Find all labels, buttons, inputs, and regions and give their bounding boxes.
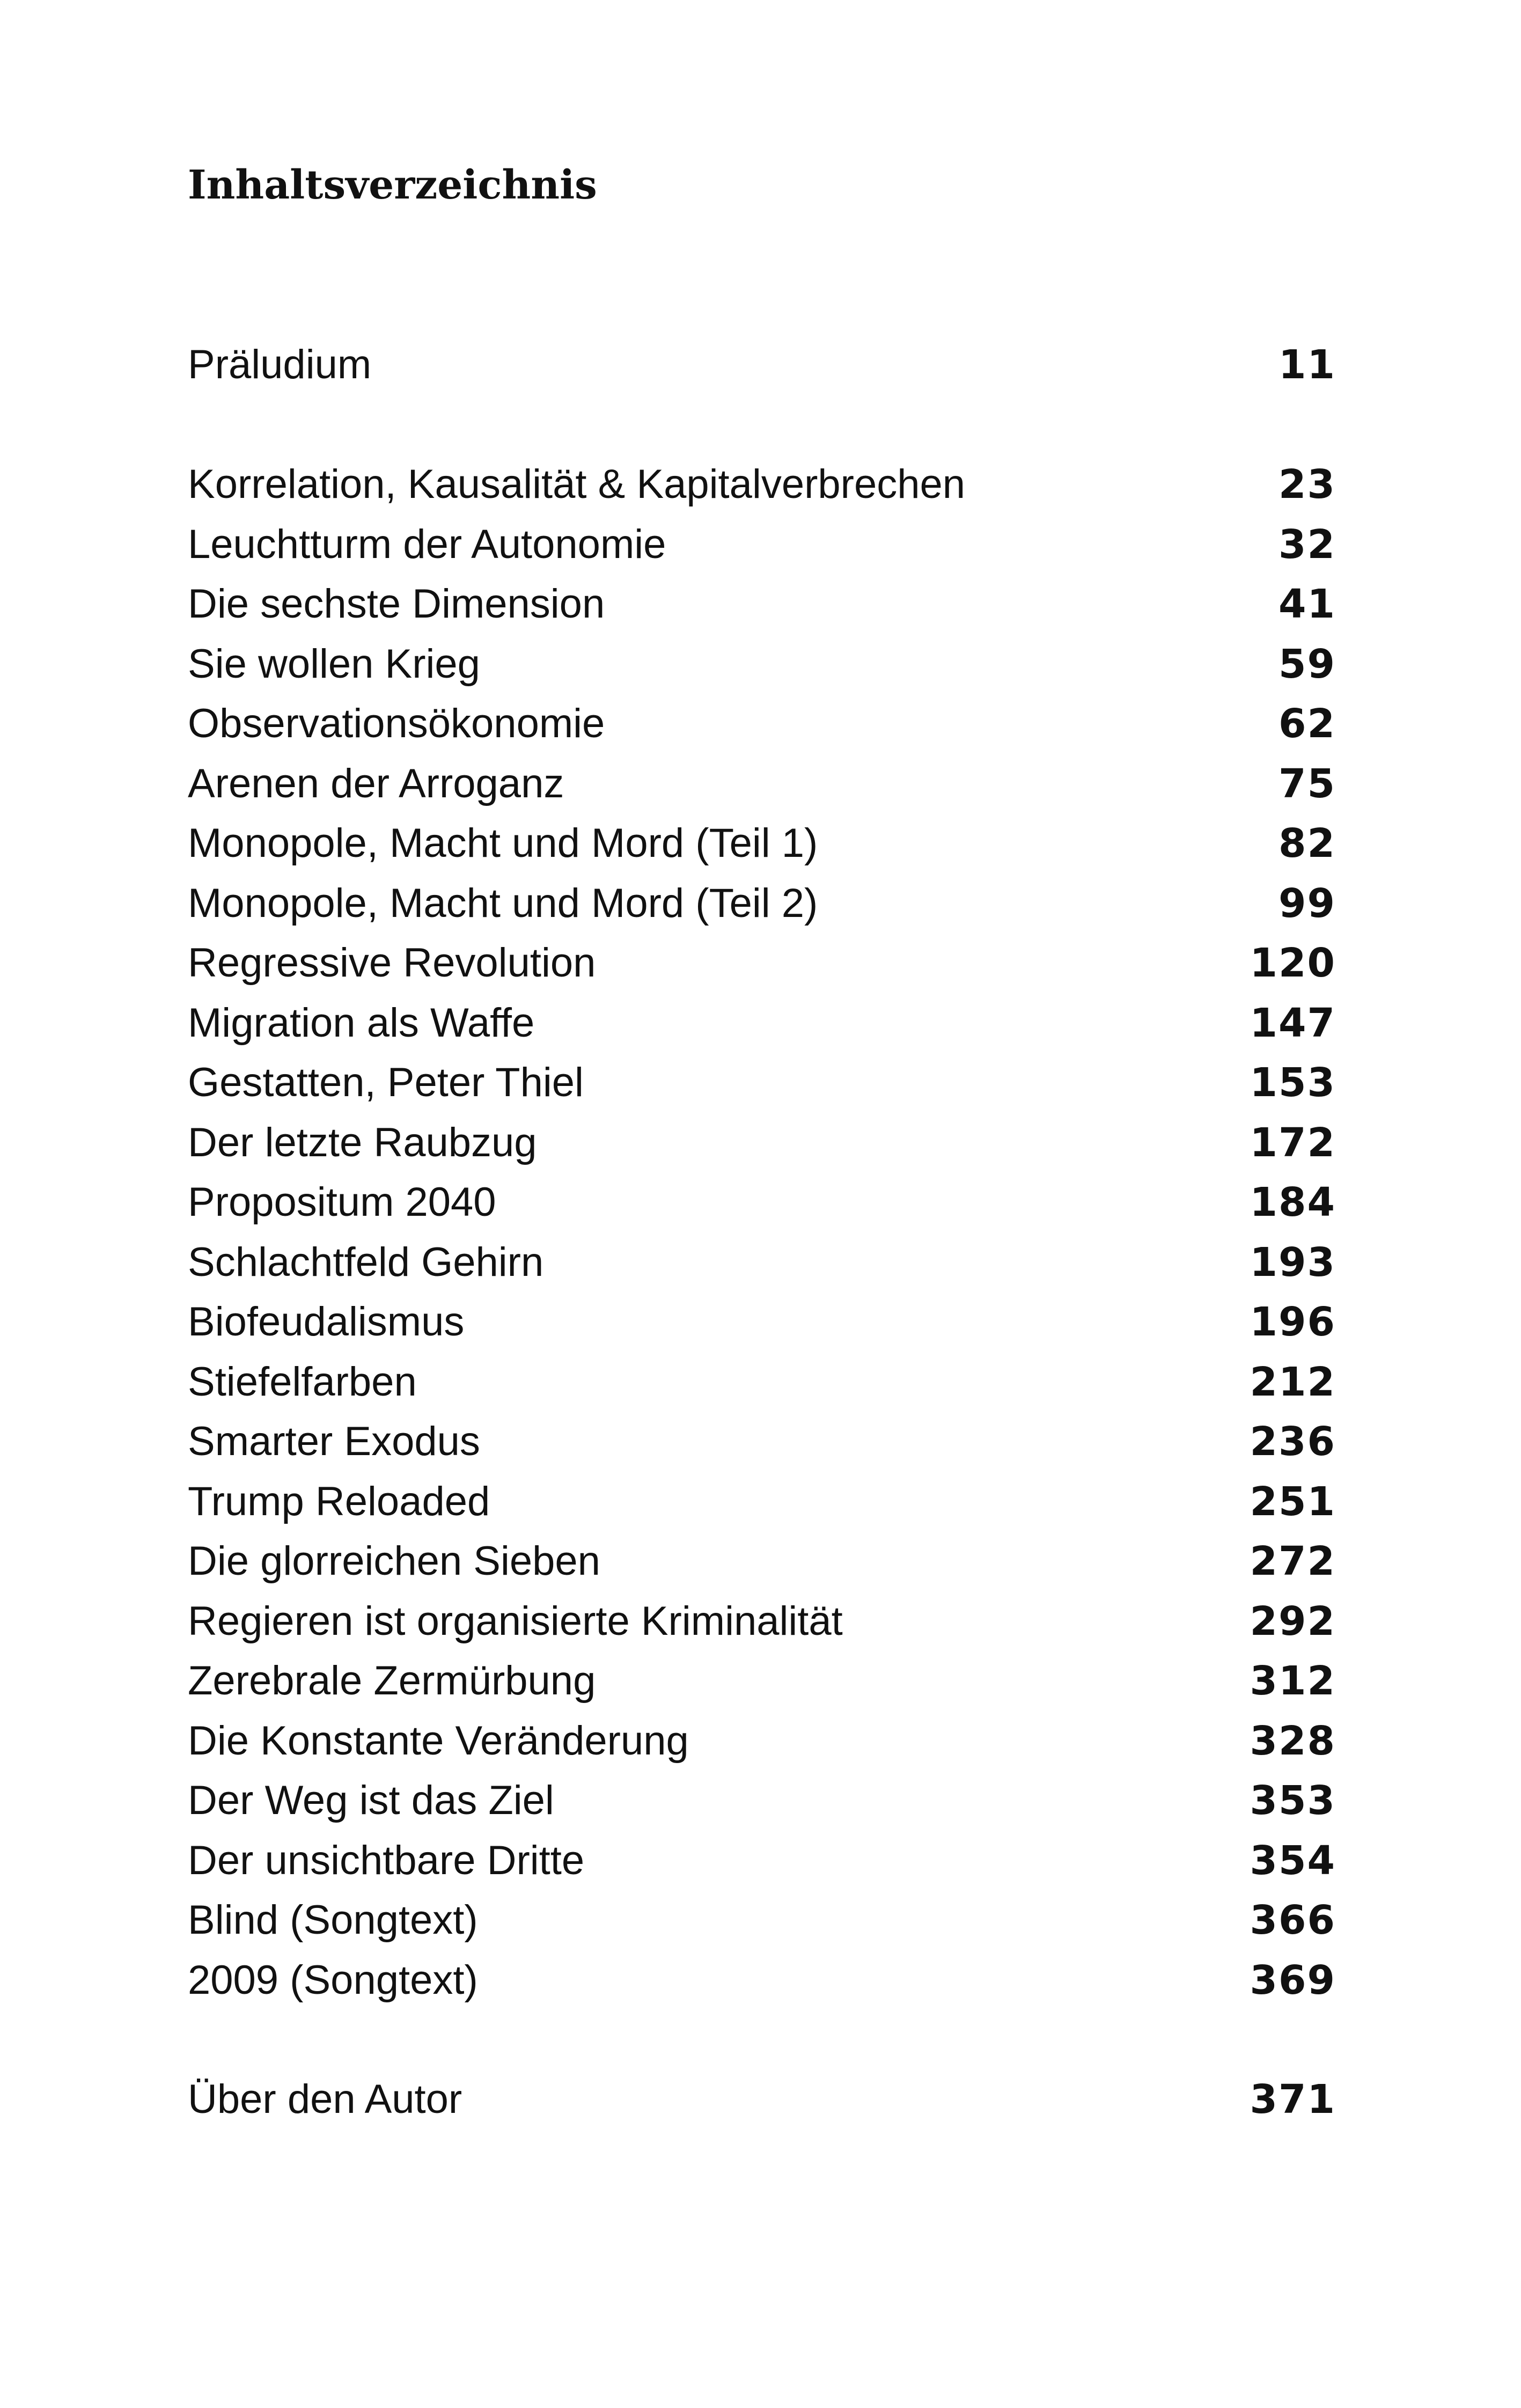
toc-entry <box>188 1651 1336 1710</box>
toc-entry-title: Blind (Songtext) <box>188 1897 478 1943</box>
toc-entry-title: Biofeudalismus <box>188 1299 465 1345</box>
toc-entry-title: Regieren ist organisierte Kriminalität <box>188 1598 843 1644</box>
toc-heading: Inhaltsverzeichnis <box>188 162 597 208</box>
toc-entry-page: 353 <box>1250 1778 1336 1824</box>
toc-entry-page: 153 <box>1250 1060 1336 1106</box>
toc-entry-page: 62 <box>1278 701 1336 747</box>
toc-entry <box>188 874 1336 933</box>
toc-entry <box>188 1053 1336 1112</box>
toc-entry <box>188 455 1336 514</box>
toc-entry <box>188 994 1336 1053</box>
toc-entry-title: Propositum 2040 <box>188 1179 496 1225</box>
toc-entry <box>188 1951 1336 2010</box>
toc-entry-title: Monopole, Macht und Mord (Teil 2) <box>188 880 818 926</box>
toc-entry-page: 59 <box>1278 641 1336 687</box>
toc-entry-page: 32 <box>1278 521 1336 568</box>
toc-entry-page: 196 <box>1250 1299 1336 1345</box>
toc-entry <box>188 575 1336 634</box>
toc-entry-page: 184 <box>1250 1179 1336 1225</box>
toc-entry <box>188 635 1336 694</box>
toc-entry-title: Schlachtfeld Gehirn <box>188 1239 544 1285</box>
toc-entry-page: 172 <box>1250 1119 1336 1166</box>
toc-entry-title: Observationsökonomie <box>188 701 605 746</box>
toc-entry-title: Monopole, Macht und Mord (Teil 1) <box>188 820 818 866</box>
toc-entry-title: Korrelation, Kausalität & Kapitalverbrechen <box>188 461 966 507</box>
toc-entry-page: 236 <box>1250 1419 1336 1465</box>
toc-entry-title: Gestatten, Peter Thiel <box>188 1060 584 1105</box>
toc-entry-title: Die Konstante Veränderung <box>188 1717 689 1764</box>
toc-entry-page: 23 <box>1278 461 1336 508</box>
toc-entry <box>188 515 1336 574</box>
toc-entry <box>188 814 1336 873</box>
toc-entry <box>188 1712 1336 1771</box>
toc-entry <box>188 1412 1336 1471</box>
toc-entry-page: 369 <box>1250 1957 1336 2003</box>
toc-entry-page: 212 <box>1250 1359 1336 1405</box>
toc-entry <box>188 754 1336 813</box>
toc-entry-title: Die glorreichen Sieben <box>188 1538 600 1584</box>
toc-entry-title: Stiefelfarben <box>188 1359 417 1405</box>
toc-entry-page: 292 <box>1250 1598 1336 1645</box>
toc-entry <box>188 1472 1336 1531</box>
toc-entry <box>188 1771 1336 1830</box>
toc-entry-page: 328 <box>1250 1717 1336 1764</box>
toc-entry-title: Präludium <box>188 342 372 387</box>
toc-entry-page: 366 <box>1250 1897 1336 1943</box>
toc-entry <box>188 1891 1336 1950</box>
toc-entry-page: 120 <box>1250 940 1336 986</box>
toc-entry-page: 147 <box>1250 1000 1336 1046</box>
toc-entry-title: Smarter Exodus <box>188 1419 480 1464</box>
toc-entry-title: Der Weg ist das Ziel <box>188 1778 554 1823</box>
toc-entry-title: Der letzte Raubzug <box>188 1119 537 1165</box>
toc-entry <box>188 1592 1336 1651</box>
toc-entry-title: Die sechste Dimension <box>188 581 605 627</box>
toc-entry-title: Zerebrale Zermürbung <box>188 1658 596 1704</box>
toc-entry-page: 75 <box>1278 760 1336 807</box>
toc-entry-page: 41 <box>1278 581 1336 627</box>
toc-entry-title: Der unsichtbare Dritte <box>188 1837 585 1883</box>
toc-entry <box>188 1173 1336 1232</box>
toc-entry-title: Leuchtturm der Autonomie <box>188 521 666 567</box>
toc-entry <box>188 335 1336 394</box>
toc-entry-page: 99 <box>1278 880 1336 927</box>
toc-entry <box>188 1233 1336 1292</box>
toc-entry-title: 2009 (Songtext) <box>188 1957 478 2003</box>
toc-entry-page: 11 <box>1278 342 1336 388</box>
toc-entry-title: Über den Autor <box>188 2076 462 2122</box>
toc-entry-page: 82 <box>1278 820 1336 867</box>
toc-entry <box>188 1353 1336 1412</box>
toc-entry-page: 193 <box>1250 1239 1336 1286</box>
toc-entry-page: 251 <box>1250 1478 1336 1525</box>
toc-entry-page: 272 <box>1250 1538 1336 1584</box>
toc-entry-page: 371 <box>1250 2076 1336 2123</box>
toc-entry-title: Regressive Revolution <box>188 940 596 986</box>
toc-entry <box>188 934 1336 993</box>
toc-entry-title: Arenen der Arroganz <box>188 760 564 806</box>
toc-entry <box>188 1532 1336 1591</box>
toc-entry <box>188 1113 1336 1172</box>
toc-entry-title: Sie wollen Krieg <box>188 641 480 687</box>
toc-entry <box>188 1831 1336 1890</box>
toc-entry <box>188 2070 1336 2129</box>
toc-entry-title: Trump Reloaded <box>188 1478 490 1524</box>
toc-entry-page: 312 <box>1250 1658 1336 1704</box>
toc-entry-title: Migration als Waffe <box>188 1000 535 1046</box>
toc-entry <box>188 1293 1336 1352</box>
toc-entry-page: 354 <box>1250 1837 1336 1884</box>
toc-entry <box>188 694 1336 753</box>
